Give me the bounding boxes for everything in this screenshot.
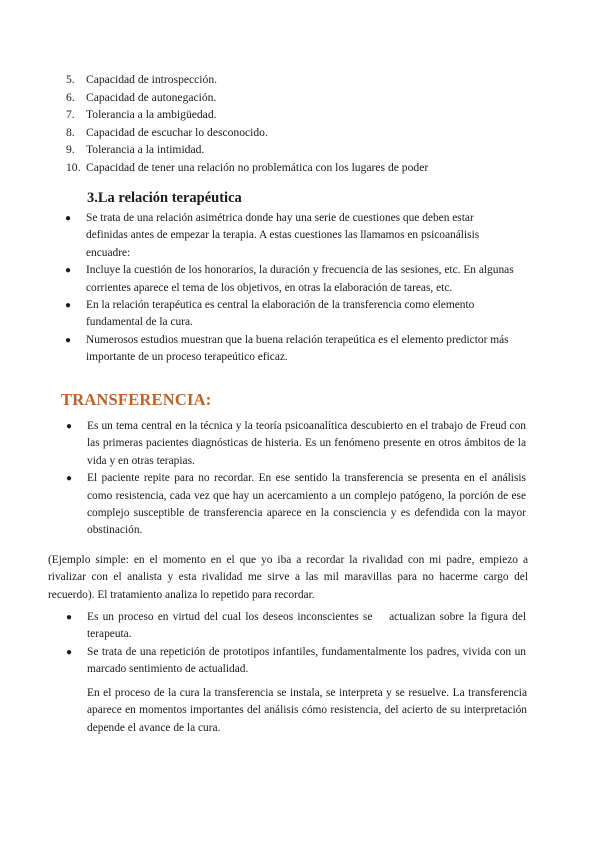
bullet-item: ● Se trata de una relación asimétrica donde hay una serie de cuestiones que deben estar definidas antes de empezar la terapia. A estas cuestiones las llamamos en psicoanálisis encuadre: bbox=[65, 212, 480, 259]
bullet-item: ● Se trata de una repetición de prototipos infantiles, fundamentalmente los padres, vivida con un marcado sentimiento de actualidad. bbox=[66, 645, 526, 676]
bullet-icon: ● bbox=[65, 265, 72, 277]
bullet-item: ● Es un tema central en la técnica y la teoría psicoanalítica descubierto en el trabajo de Freud con las primeras pacientes diagnósticas de histeria. Es un fenómeno presente en otros ámbitos de la vida y en otras terapias. bbox=[66, 420, 526, 467]
list-item: 7. Tolerancia a la ambigüedad. bbox=[66, 108, 217, 122]
section-heading: 3.La relación terapéutica bbox=[87, 190, 242, 206]
bullet-item: ● Es un proceso en virtud del cual los deseos inconscientes se actualizan sobre la figura del terapeuta. bbox=[66, 611, 529, 641]
bullet-item: ● El paciente repite para no recordar. En ese sentido la transferencia se presenta en el análisis como resistencia, cada vez que hay un acercamiento a un complejo patógeno, la porción de ese complejo susceptible de transferencia aparece en la consciencia y es defendida con la mayor obstinación. bbox=[66, 472, 526, 537]
list-item: 10. Capacidad de tener una relación no problemática con los lugares de poder bbox=[66, 160, 429, 174]
list-item: 8. Capacidad de escuchar lo desconocido. bbox=[66, 125, 268, 139]
bullet-icon: ● bbox=[66, 421, 73, 432]
bullet-item: ● Incluye la cuestión de los honorarios, la duración y frecuencia de las sesiones, etc. En algunas corrientes aparece el tema de los objetivos, en otras la elaboración de tareas, etc. bbox=[65, 264, 514, 294]
bullet-icon: ● bbox=[66, 473, 73, 485]
list-item: 5. Capacidad de introspección. bbox=[66, 73, 218, 86]
numbered-list bbox=[66, 71, 428, 177]
list-item: 9. Tolerancia a la intimidad. bbox=[66, 143, 205, 157]
list-item: 6. Capacidad de autonegación. bbox=[66, 90, 217, 104]
closing-paragraph: En el proceso de la cura la transferencia se instala, se interpreta y se resuelve. La transferencia aparece en momentos importantes del análisis cómo resistencia, del acierto de su interpretación depende el avance de la cura. bbox=[87, 687, 527, 734]
bullet-icon: ● bbox=[65, 334, 72, 346]
bullet-icon: ● bbox=[66, 646, 73, 658]
transfer-heading: TRANSFERENCIA: bbox=[61, 390, 212, 409]
bullet-icon: ● bbox=[66, 612, 73, 623]
bullet-icon: ● bbox=[65, 213, 72, 224]
relation-bullet-list bbox=[65, 210, 517, 367]
bullet-icon: ● bbox=[65, 300, 72, 312]
process-bullet-list bbox=[66, 609, 529, 679]
transfer-bullet-list bbox=[66, 418, 526, 540]
example-paragraph: (Ejemplo simple: en el momento en el que yo iba a recordar la rivalidad con mi padre, empiezo a rivalizar con el analista y esta rivalidad me sirve a las mil maravillas para no hacerme cargo del recuerdo). El tratamiento analiza lo repetido para recordar. bbox=[48, 554, 528, 601]
bullet-item: ● En la relación terapéutica es central la elaboración de la transferencia como elemento fundamental de la cura. bbox=[65, 299, 475, 329]
bullet-item: ● Numerosos estudios muestran que la buena relación terapeútica es el elemento predictor más importante de un proceso terapeútico eficaz. bbox=[65, 333, 509, 364]
